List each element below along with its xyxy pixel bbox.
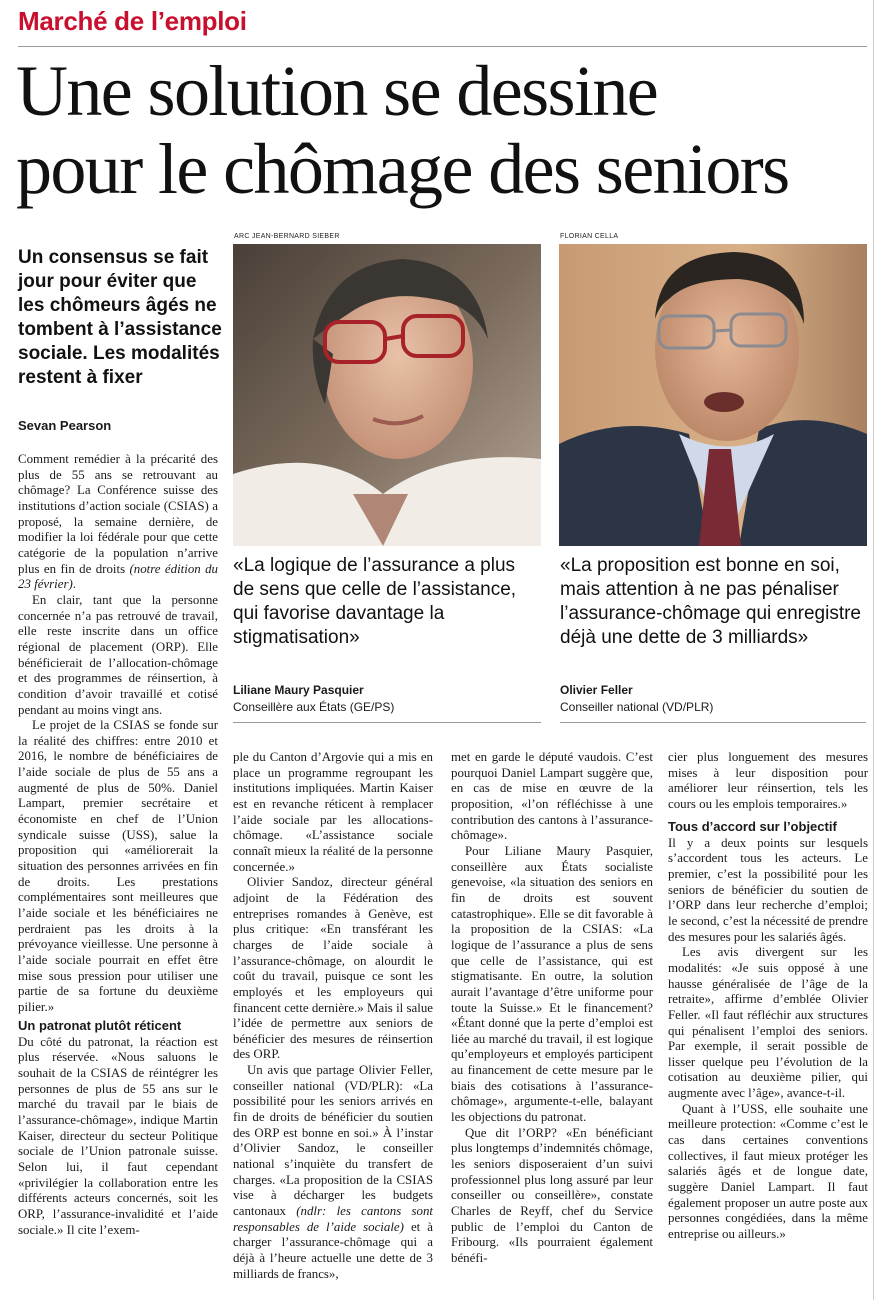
quote-2: «La proposition est bonne en soi, mais attention à ne pas pénaliser l’assurance-chômage qui enregistre déjà une dette de 3 milliards» [560, 555, 861, 648]
section-rubric: Marché de l’emploi [18, 6, 247, 36]
quote-1-name: Liliane Maury Pasquier [233, 683, 364, 697]
photo-credit-1: ARC JEAN-BERNARD SIEBER [234, 233, 340, 240]
paragraph: Pour Liliane Maury Pasquier, conseillère aux États socialiste genevoise, «la situation des seniors en fin de droits est souvent catastrophique». Elle se dit favorable à la proposition de la CSIAS: «La logique de l’assurance a plus de sens que celle de l’assistance, qui est stigmatisante. En outre, la solution aurait l’avantage d’être uniforme pour toute la Suisse.» Et le financement? «Étant donné que la perte d’emploi est liée au marché du travail, il est logique qu’employeurs et employés participent au financement de cette mesure par le biais des cotisations à l’assurance-chômage», argumente-t-elle, balayant les objections du patronat. [451, 843, 653, 1125]
standfirst: Un consensus se fait jour pour éviter que les chômeurs âgés ne tombent à l’assistance sociale. Les modalités restent à fixer [18, 247, 222, 388]
quote-1: «La logique de l’assurance a plus de sens que celle de l’assistance, qui favorise davantage la stigmatisation» [233, 555, 517, 648]
quote-2-rule [560, 722, 866, 723]
quote-2-name: Olivier Feller [560, 683, 633, 697]
subheading: Tous d’accord sur l’objectif [668, 818, 837, 834]
photo-liliane-maury-pasquier [233, 244, 541, 546]
article-column-2 [233, 750, 433, 1282]
paragraph: Comment remédier à la précarité des plus de 55 ans se retrouvant au chômage? La Conférence suisse des institutions d’action sociale (CSIAS) a proposé, la semaine dernière, de modifier la loi fédérale pour que cette catégorie de la population n’arrive plus en fin de droits (notre édition du 23 février). [18, 452, 218, 592]
subheading: Un patronat plutôt réticent [18, 1017, 182, 1033]
headline-line-1: Une solution se dessine [16, 51, 658, 131]
paragraph: En clair, tant que la personne concernée n’a pas retrouvé de travail, elle reste inscrite dans un office régional de placement (ORP). Elle bénéficierait de l’allocation-chômage et des programmes de réinsertion, à condition d’avoir travaillé et cotisé pendant au moins vingt ans. [18, 592, 218, 717]
paragraph: Du côté du patronat, la réaction est plus réservée. «Nous saluons le souhait de la CSIAS de réintégrer les personnes de plus de 55 ans sur le marché du travail par le biais de l’assurance-chômage», indique Martin Kaiser, directeur du secteur Politique sociale de l’Union patronale suisse. Selon lui, il faut cependant «privilégier la collaboration entre les différents acteurs concernés, soit les ORP, l’assurance-invalidité et l’aide sociale.» Il cite l’exem- [18, 1034, 218, 1237]
paragraph: Que dit l’ORP? «En bénéficiant plus longtemps d’indemnités chômage, les seniors disposeraient d’un suivi professionnel plus long assuré par leur conseiller ou conseillère», constate Charles de Reyff, chef du Service public de l’emploi du Canton de Fribourg. «Ils pourraient également bénéfi- [451, 1125, 653, 1265]
paragraph: cier plus longuement des mesures mises à leur disposition pour améliorer leur réinsertion, tels les cours ou les emplois temporaires.» [668, 750, 868, 811]
paragraph: ple du Canton d’Argovie qui a mis en place un programme regroupant les institutions impliquées. Martin Kaiser est en revanche réticent à remplacer l’aide sociale par les allocations-chômage. «L’assistance sociale connaît mieux la réalité de la personne concernée.» [233, 750, 433, 874]
paragraph: Le projet de la CSIAS se fonde sur la réalité des chiffres: entre 2010 et 2016, le nombre de bénéficiaires de l’aide sociale de plus de 55 ans a augmenté de plus de 50%. Daniel Lampart, premier secrétaire et économiste en chef de l’Union syndicale suisse (USS), salue la proposition qui «améliorerait la situation des personnes arrivées en fin de droits. Les prestations complémentaires sont meilleures que l’aide sociale et les bénéficiaires ne perdraient pas les droits à la prévoyance vieillesse. Une personne à l’aide sociale pourrait en effet être mise sous pression pour utiliser une partie de sa fortune du deuxième pilier.» [18, 718, 218, 1014]
article-column-3 [451, 750, 653, 1267]
quote-1-role: Conseillère aux États (GE/PS) [233, 700, 395, 714]
article-column-1 [18, 452, 218, 1238]
paragraph: Les avis divergent sur les modalités: «Je suis opposé à une hausse généralisée de l’âge de la retraite», affirme d’emblée Olivier Feller. «Il faut réfléchir aux structures qui pénalisent l’emploi des seniors. Par exemple, il serait possible de lisser quelque peu l’évolution de la cotisation au deuxième pilier, qui augmente avec l’âge», avance-t-il. [668, 945, 868, 1101]
paragraph: Il y a deux points sur lesquels s’accordent tous les acteurs. Le premier, c’est la possibilité pour les seniors de bénéficier du soutien de l’ORP dans leur recherche d’emploi; le second, c’est la nécessité de prendre des mesures pour les salariés âgés. [668, 835, 868, 944]
article-column-4 [668, 750, 868, 1243]
rubric-rule [18, 46, 867, 47]
photo-olivier-feller [559, 244, 867, 546]
paragraph: met en garde le député vaudois. C’est pourquoi Daniel Lampart suggère que, en cas de mise en œuvre de la proposition, «l’on réfléchisse à une contribution des cantons à l’assurance-chômage». [451, 750, 653, 843]
headline-line-2: pour le chômage des seniors [16, 129, 789, 209]
photo-credit-2: FLORIAN CELLA [560, 233, 619, 240]
paragraph: Olivier Sandoz, directeur général adjoint de la Fédération des entreprises romandes à Genève, est plus critique: «En transférant les charges de l’aide sociale à l’assurance-chômage, on alourdit le coût du travail, puisque ce sont les employés et les employeurs qui financent cette dernière.» Mais il salue l’idée de permettre aux seniors de bénéficier des mesures de réinsertion des ORP. [233, 875, 433, 1062]
page-edge-line [873, 0, 874, 1300]
headline [16, 52, 872, 208]
paragraph: Un avis que partage Olivier Feller, conseiller national (VD/PLR): «La possibilité pour les seniors arrivés en fin de droits de bénéficier du soutien des ORP est bonne en soi.» À l’instar d’Olivier Sandoz, le conseiller national s’inquiète du transfert de charges. «La proposition de la CSIAS vise à décharger les budgets cantonaux (ndlr: les cantons sont responsables de l’aide sociale) et à charger l’assurance-chômage qui a déjà à l’heure actuelle une dette de 3 milliards de francs», [233, 1063, 433, 1281]
quote-1-rule [233, 722, 541, 723]
paragraph: Quant à l’USS, elle souhaite une meilleure protection: «Comme c’est le cas dans certaines conventions collectives, il faut mieux protéger les salariés âgés et de longue date, suggère Daniel Lampart. Il faut également proposer un autre poste aux personnes congédiées, dans la même entreprise ou ailleurs.» [668, 1101, 868, 1242]
quote-2-role: Conseiller national (VD/PLR) [560, 700, 714, 714]
author-byline: Sevan Pearson [18, 418, 112, 433]
